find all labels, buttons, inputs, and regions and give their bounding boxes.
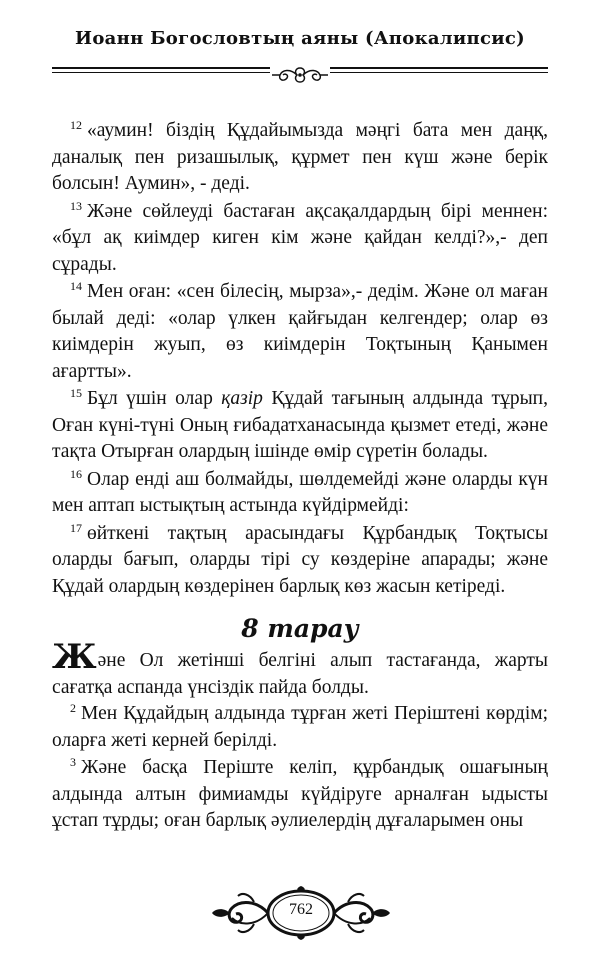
page-body <box>52 118 548 835</box>
header-ornament-icon <box>270 64 330 86</box>
verse-text: Және басқа Періште келіп, құрбандық ошағының алдында алтын фимиамды күйдіруге арналған ыдысты ұстап тұрды; оған барлық әулиелердің дұғаларымен оны <box>52 757 548 831</box>
verse-1 <box>52 637 548 701</box>
verse-13 <box>52 199 548 279</box>
chapter-heading: 8 тарау <box>241 614 359 643</box>
verse-number: 3 <box>70 755 76 769</box>
verse-15 <box>52 386 548 466</box>
running-header: Иоанн Богословтың аяны (Апокалипсис) <box>75 28 525 49</box>
verse-number: 17 <box>70 520 82 535</box>
verse-text: әне Ол жетінші белгіні алып тастағанда, жарты сағатқа аспанда үнсіздік пайда болды. <box>52 650 548 698</box>
page-number: 762 <box>289 901 313 918</box>
verse-text: «аумин! біздің Құдайымызда мәңгі бата мен даңқ, даналық пен ризашылық, құрмет пен күш және берік болсын! Аумин», - деді. <box>52 120 548 194</box>
verse-text: өйткені тақтың арасындағы Құрбандық Тоқтысы оларды бағып, оларды тірі су көздеріне апарады; және Құдай олардың көздерінен барлық көз жасын кетіреді. <box>52 522 548 597</box>
verse-text: Бұл үшін олар <box>87 388 222 409</box>
verse-number: 13 <box>70 198 82 213</box>
verse-17 <box>52 521 548 601</box>
drop-cap: Ж <box>52 637 97 677</box>
verse-number: 14 <box>70 279 82 293</box>
verse-text-italic: қазір <box>221 388 263 409</box>
verse-text: Олар енді аш болмайды, шөлдемейді және оларды күн мен аптап ыстықтың астында күйдірмейді: <box>52 468 548 516</box>
verse-number: 2 <box>70 701 76 715</box>
verse-12 <box>52 118 548 198</box>
verse-3 <box>52 755 548 835</box>
verse-text: Және сөйлеуді бастаған ақсақалдардың бірі меннен: «бұл ақ киімдер киген кім және қайдан келді?»,- деп сұрады. <box>52 200 548 275</box>
verse-number: 15 <box>70 386 82 400</box>
verse-number: 16 <box>70 466 82 481</box>
verse-14 <box>52 279 548 385</box>
verse-16 <box>52 467 548 520</box>
verse-text: Құдай тағының алдында тұрып, Оған күні-түні Оның ғибадатханасында қызмет етеді, және тақта Отырған олардың ішінде өмір сүретін болады. <box>52 388 548 462</box>
verse-text: Мен оған: «сен білесің, мырза»,- дедім. Және ол маған былай деді: «олар үлкен қайғыдан келгендер; олар өз киімдерін жуып, өз киімдерін Тоқтының Қанымен ағартты». <box>52 281 548 382</box>
verse-text: Мен Құдайдың алдында тұрған жеті Періштені көрдім; оларға жеті керней берілді. <box>52 703 548 751</box>
verse-number: 12 <box>70 118 82 132</box>
verse-2 <box>52 701 548 754</box>
